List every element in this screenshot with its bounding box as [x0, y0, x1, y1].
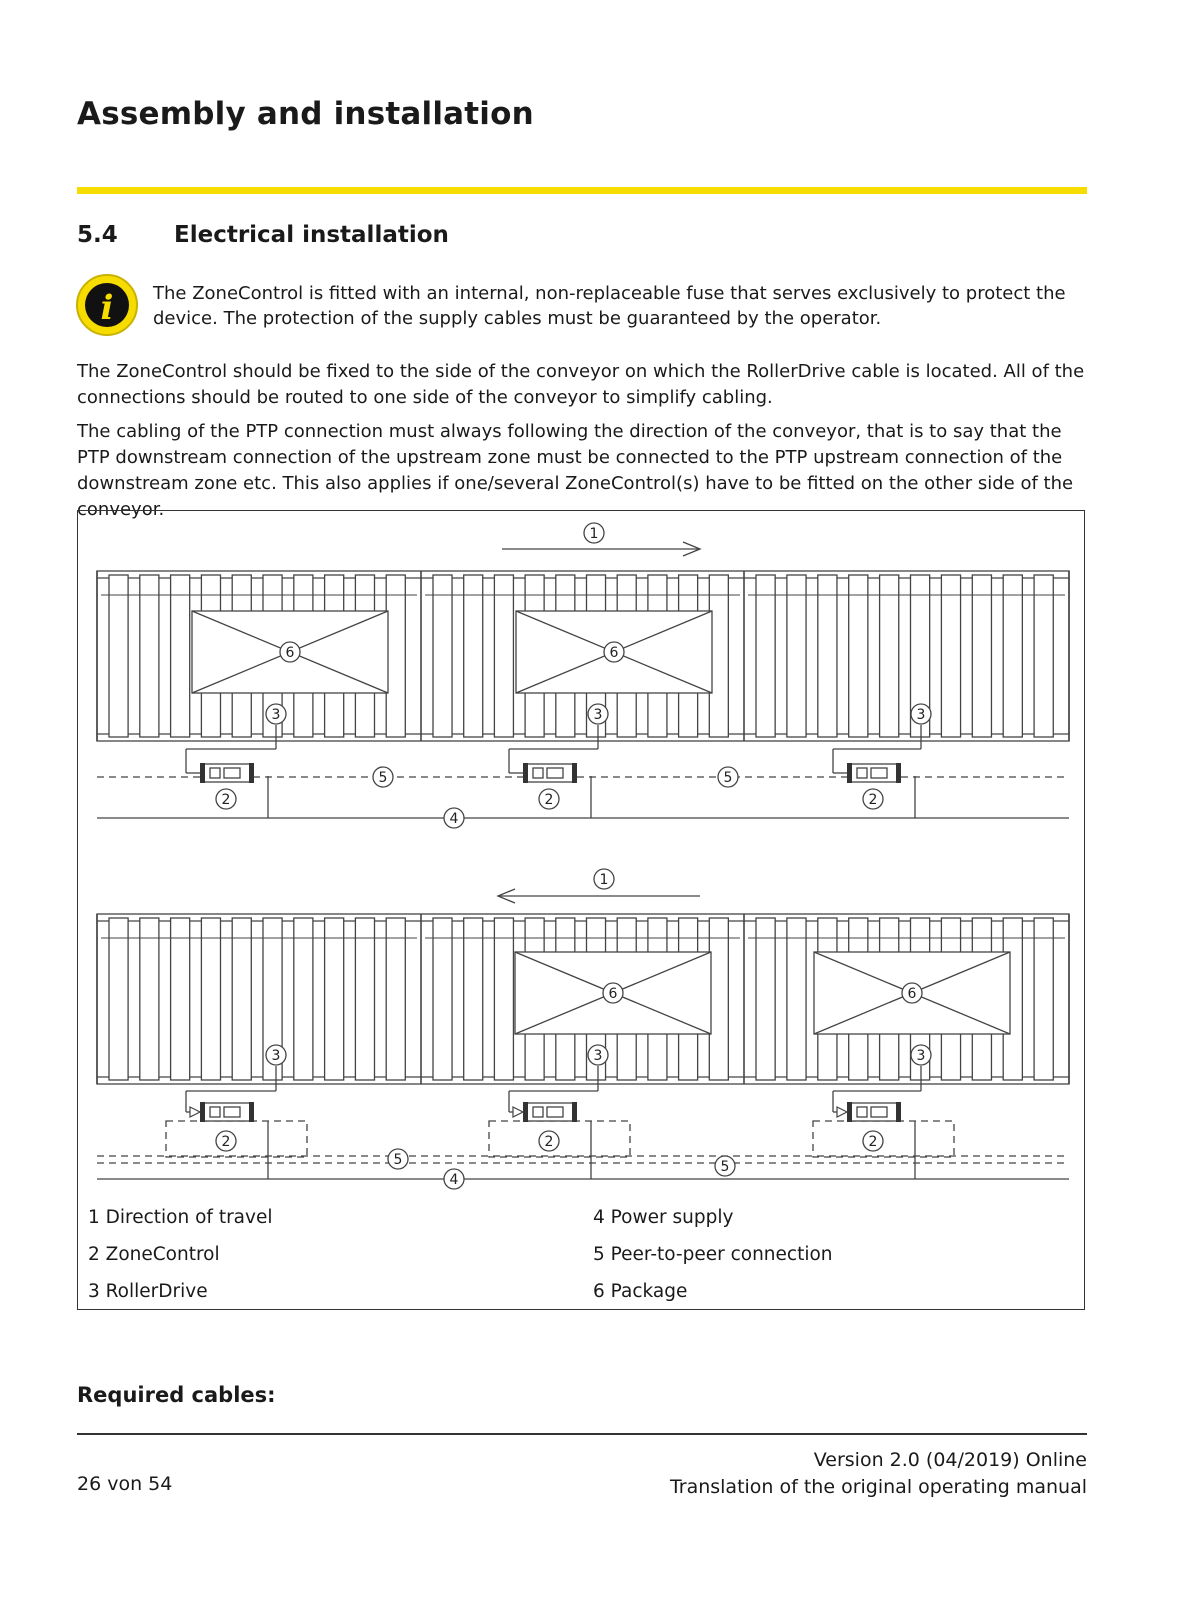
legend-item: 2 ZoneControl: [88, 1244, 220, 1265]
roller: [880, 575, 899, 737]
ptp-arrow-marker: [837, 1107, 847, 1117]
roller: [1003, 575, 1022, 737]
legend-item: 6 Package: [593, 1281, 688, 1302]
zonecontrol-connector: [896, 1102, 901, 1122]
zonecontrol-port: [224, 768, 240, 778]
zonecontrol-connector: [847, 763, 852, 783]
callout-package: 6: [907, 986, 917, 1002]
roller: [941, 575, 960, 737]
legend-item: 3 RollerDrive: [88, 1281, 208, 1302]
roller: [818, 575, 837, 737]
roller: [787, 575, 806, 737]
callout-ptp: 5: [378, 770, 388, 786]
roller: [201, 918, 220, 1080]
callout-direction: 1: [599, 872, 609, 888]
paragraph-ptp-cabling: The cabling of the PTP connection must always following the direction of the conveyor, that is to say that the PTP downstream connection of the upstream zone must be connected to the PTP upstream connection of the downstream zone etc. This also applies if one/several ZoneControl(s) have to be fitted on the other side of the conveyor.: [77, 421, 1074, 520]
info-icon: [75, 273, 139, 337]
info-note-text: The ZoneControl is fitted with an internal, non-replaceable fuse that serves exclusively to protect the device. The protection of the supply cables must be guaranteed by the operator.: [153, 283, 1066, 329]
callout-zonecontrol: 2: [221, 792, 231, 808]
zonecontrol-connector: [249, 763, 254, 783]
chapter-title: Assembly and installation: [77, 96, 534, 132]
header-rule: [77, 187, 1087, 194]
roller: [464, 918, 483, 1080]
callout-ptp: 5: [720, 1159, 730, 1175]
ptp-arrow-marker: [513, 1107, 523, 1117]
conveyor-wiring-figure: [77, 510, 1085, 1310]
callout-zonecontrol: 2: [868, 792, 878, 808]
roller: [109, 575, 128, 737]
roller: [109, 918, 128, 1080]
legend-item: 5 Peer-to-peer connection: [593, 1244, 833, 1265]
zonecontrol-connector: [896, 763, 901, 783]
callout-rollerdrive: 3: [593, 707, 603, 723]
callout-direction: 1: [589, 526, 599, 542]
callout-rollerdrive: 3: [916, 1048, 926, 1064]
page-number: 26 von 54: [77, 1473, 173, 1495]
roller: [494, 575, 513, 737]
callout-zonecontrol: 2: [544, 792, 554, 808]
roller: [386, 575, 405, 737]
roller: [140, 575, 159, 737]
ptp-cable-loop: [489, 1121, 630, 1157]
roller: [325, 918, 344, 1080]
zonecontrol-port: [871, 1107, 887, 1117]
ptp-cable-loop: [813, 1121, 954, 1157]
zonecontrol-port: [210, 768, 220, 778]
roller: [756, 575, 775, 737]
legend-item: 4 Power supply: [593, 1207, 734, 1228]
legend-item: 1 Direction of travel: [88, 1207, 273, 1228]
zonecontrol-port: [224, 1107, 240, 1117]
footer-rule: [77, 1433, 1087, 1435]
roller: [232, 918, 251, 1080]
zonecontrol-connector: [200, 763, 205, 783]
callout-package: 6: [609, 645, 619, 661]
roller: [494, 918, 513, 1080]
svg-text:i: i: [100, 288, 114, 328]
section-heading: [77, 222, 449, 248]
section-number: 5.4: [77, 222, 118, 248]
required-cables-heading: Required cables:: [77, 1383, 276, 1407]
roller: [464, 575, 483, 737]
callout-zonecontrol: 2: [544, 1134, 554, 1150]
zonecontrol-port: [547, 1107, 563, 1117]
zonecontrol-port: [857, 768, 867, 778]
roller: [1034, 918, 1053, 1080]
roller: [787, 918, 806, 1080]
roller: [756, 918, 775, 1080]
callout-rollerdrive: 3: [271, 707, 281, 723]
roller: [171, 918, 190, 1080]
roller: [386, 918, 405, 1080]
paragraph-mounting: The ZoneControl should be fixed to the side of the conveyor on which the RollerDrive cable is located. All of the connections should be routed to one side of the conveyor to simplify cabling.: [77, 361, 1085, 408]
callout-zonecontrol: 2: [868, 1134, 878, 1150]
callout-power: 4: [449, 1172, 459, 1188]
roller: [171, 575, 190, 737]
zonecontrol-port: [857, 1107, 867, 1117]
zonecontrol-port: [533, 1107, 543, 1117]
roller: [355, 918, 374, 1080]
section-title: Electrical installation: [174, 222, 449, 248]
roller: [433, 575, 452, 737]
roller: [972, 575, 991, 737]
footer-doc-type: Translation of the original operating manual: [669, 1476, 1087, 1498]
footer-version-block: [670, 1447, 1087, 1501]
callout-rollerdrive: 3: [593, 1048, 603, 1064]
roller: [433, 918, 452, 1080]
callout-package: 6: [608, 986, 618, 1002]
ptp-cable-loop: [166, 1121, 307, 1157]
zonecontrol-port: [210, 1107, 220, 1117]
zonecontrol-connector: [572, 763, 577, 783]
zonecontrol-port: [871, 768, 887, 778]
footer-version: Version 2.0 (04/2019) Online: [813, 1449, 1087, 1471]
zonecontrol-port: [547, 768, 563, 778]
callout-ptp: 5: [723, 770, 733, 786]
zonecontrol-port: [533, 768, 543, 778]
roller: [849, 575, 868, 737]
callout-power: 4: [449, 811, 459, 827]
roller: [709, 918, 728, 1080]
conveyor-diagram: [78, 511, 1086, 1201]
zonecontrol-connector: [572, 1102, 577, 1122]
callout-ptp: 5: [393, 1152, 403, 1168]
zonecontrol-connector: [523, 763, 528, 783]
roller: [294, 918, 313, 1080]
callout-rollerdrive: 3: [271, 1048, 281, 1064]
roller: [1034, 575, 1053, 737]
roller: [140, 918, 159, 1080]
ptp-arrow-marker: [190, 1107, 200, 1117]
callout-rollerdrive: 3: [916, 707, 926, 723]
callout-zonecontrol: 2: [221, 1134, 231, 1150]
zonecontrol-connector: [249, 1102, 254, 1122]
callout-package: 6: [285, 645, 295, 661]
